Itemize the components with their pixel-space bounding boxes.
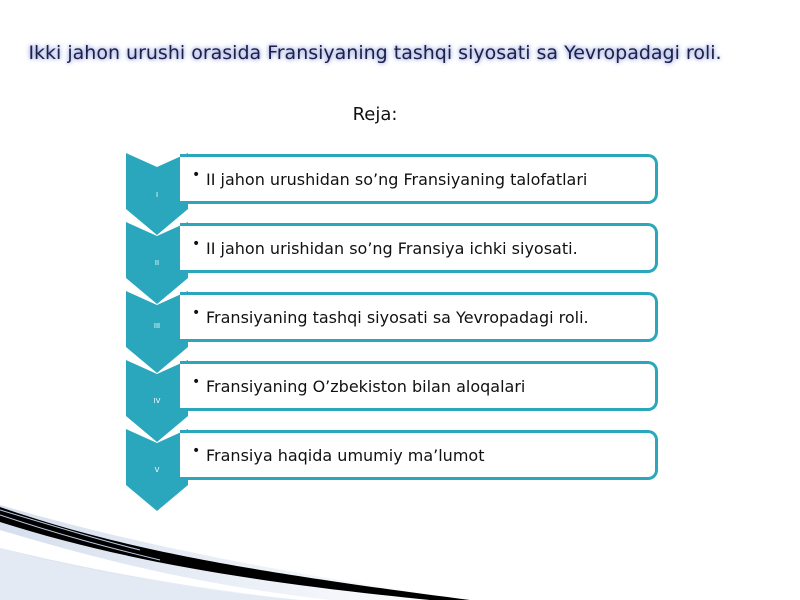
item-numeral: V — [154, 466, 160, 474]
list-item-label: Fransiyaning O’zbekiston bilan aloqalari — [206, 377, 526, 396]
list-item-label: Fransiya haqida umumiy ma’lumot — [206, 446, 485, 465]
item-numeral: IV — [153, 397, 161, 405]
bullet-icon: • — [192, 443, 201, 459]
list-item-label: II jahon urishidan so’ng Fransiya ichki siyosati. — [206, 239, 578, 258]
bullet-icon: • — [192, 167, 201, 183]
item-numeral: III — [153, 322, 161, 330]
bullet-icon: • — [192, 374, 201, 390]
slide-subtitle: Reja: — [352, 104, 398, 125]
item-numeral: I — [155, 191, 159, 199]
bullet-icon: • — [192, 236, 201, 252]
list-item-label: II jahon urushidan so’ng Fransiyaning talofatlari — [206, 170, 588, 189]
slide-title: Ikki jahon urushi orasida Fransiyaning tashqi siyosati sa Yevropadagi roli. — [28, 42, 722, 64]
bullet-icon: • — [192, 305, 201, 321]
list-item-label: Fransiyaning tashqi siyosati sa Yevropadagi roli. — [206, 308, 589, 327]
item-numeral: II — [154, 259, 160, 267]
